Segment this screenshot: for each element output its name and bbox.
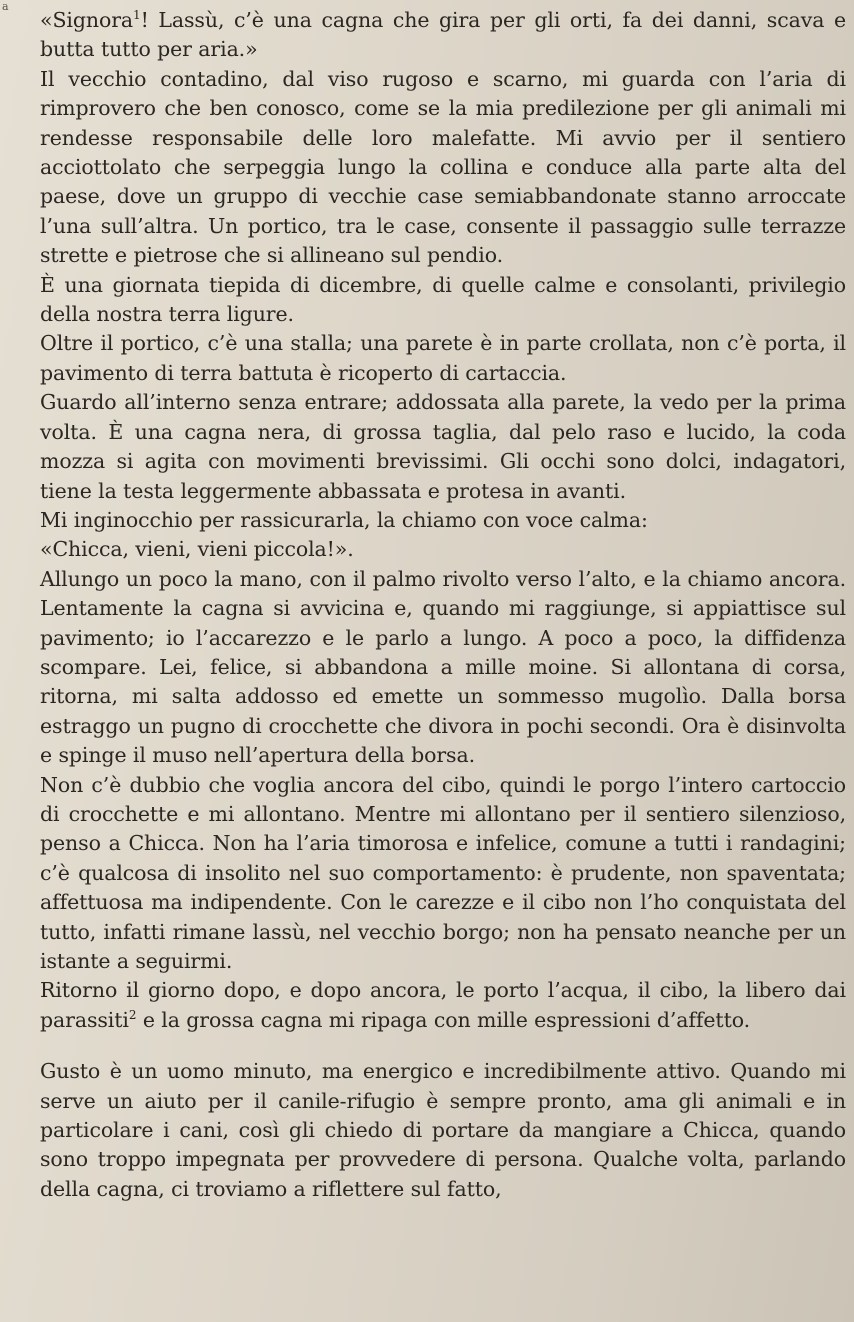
paragraph-7: «Chicca, vieni, vieni piccola!». — [40, 537, 354, 562]
paragraph-6: Mi inginocchio per rassicurarla, la chiamo con voce calma: — [40, 507, 648, 532]
footnote-ref-1: 1 — [133, 8, 141, 23]
section-gap — [40, 1035, 846, 1057]
paragraph-11: Gusto è un uomo minuto, ma energico e incredibilmente attivo. Quando mi serve un aiuto per il canile-rifugio è sempre pronto, ama gli animali e in particolare i cani, così gli chiedo di portare da mangiare a Chicca, quando sono troppo impegnata per provvedere di persona. Qualche volta, parlando della cagna, ci troviamo a riflettere sul fatto, — [40, 1059, 846, 1201]
corner-mark: a — [2, 0, 9, 13]
paragraph-9: Non c’è dubbio che voglia ancora del cibo, quindi le porgo l’intero cartoccio di crocchette e mi allontano. Mentre mi allontano per il sentiero silenzioso, penso a Chicca. Non ha l’aria timorosa e infelice, comune a tutti i randagini; c’è qualcosa di insolito nel suo comportamento: è prudente, non spaventata; affettuosa ma indipendente. Con le carezze e il cibo non l’ho conquistata del tutto, infatti rimane lassù, nel vecchio borgo; non ha pensato neanche per un istante a seguirmi. — [40, 772, 846, 973]
paragraph-8: Allungo un poco la mano, con il palmo rivolto verso l’alto, e la chiamo ancora. Lentamente la cagna si avvicina e, quando mi raggiunge, si appiattisce sul pavimento; io l’accarezzo e le parlo a lungo. A poco a poco, la diffidenza scompare. Lei, felice, si abbandona a mille moine. Si allontana di corsa, ritorna, mi salta addosso ed emette un sommesso mugolìo. Dalla borsa estraggo un pugno di crocchette che divora in pochi secondi. Ora è disinvolta e spinge il muso nell’apertura della borsa. — [40, 566, 846, 768]
paragraph-1: «Signora$^1$! Lassù, c’è una cagna che gira per gli orti, fa dei danni, scava e butta tutto per aria.» — [40, 8, 846, 62]
footnote-ref-2: 2 — [128, 1007, 137, 1022]
paragraph-4: Oltre il portico, c’è una stalla; una parete è in parte crollata, non c’è porta, il pavimento di terra battuta è ricoperto di cartaccia. — [40, 331, 846, 385]
text-body — [40, 6, 846, 1204]
paragraph-5: Guardo all’interno senza entrare; addossata alla parete, la vedo per la prima volta. È una cagna nera, di grossa taglia, dal pelo raso e lucido, la coda mozza si agita con movimenti brevissimi. Gli occhi sono dolci, indagatori, tiene la testa leggermente abbassata e protesa in avanti. — [40, 390, 846, 503]
paragraph-2: Il vecchio contadino, dal viso rugoso e scarno, mi guarda con l’aria di rimprovero che ben conosco, come se la mia predilezione per gli animali mi rendesse responsabile delle loro malefatte. Mi avvio per il sentiero acciottolato che serpeggia lungo la collina e conduce alla parte alta del paese, dove un gruppo di vecchie case semiabbandonate stanno arroccate l’una sull’altra. Un portico, tra le case, consente il passaggio sulle terrazze strette e pietrose che si allineano sul pendio. — [40, 66, 846, 268]
paragraph-3: È una giornata tiepida di dicembre, di quelle calme e consolanti, privilegio della nostra terra ligure. — [40, 272, 846, 327]
paragraph-10: Ritorno il giorno dopo, e dopo ancora, le porto l’acqua, il cibo, la libero dai parassiti$^2$ e la grossa cagna mi ripaga con mille espressioni d’affetto. — [40, 978, 846, 1032]
